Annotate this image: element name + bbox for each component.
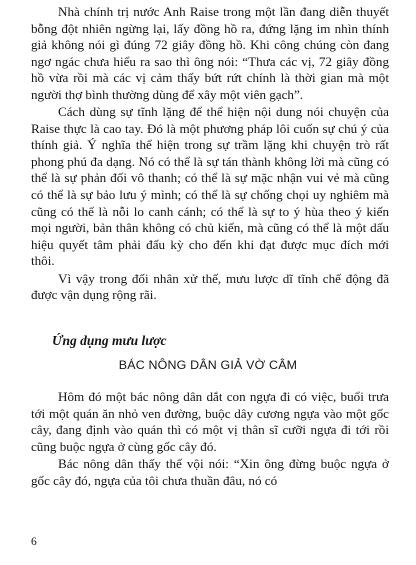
story-paragraph-2: Bác nông dân thấy thế vội nói: “Xin ông đừng buộc ngựa ở gốc cây đó, ngựa của tôi chưa thuần đâu, nó có bbox=[31, 456, 389, 488]
paragraph-2: Cách dùng sự tĩnh lặng để thể hiện nội dung nói chuyện của Raise thực là cao tay. Đó là một phương pháp lôi cuốn sự chú ý của thính giả. Ý nghĩa thể hiện trong sự trầm lặng khi chuyện trò rất phong phú đa dạng. Nó có thể là sự tán thành không lời mà cũng có thể là sự phản đối vô thanh; có thể là sự mặc nhận vui vẻ mà cũng có thể là sự bảo lưu ý mình; có thể là sự chống chọi uy nghiêm mà cũng có thể là nỗi lo canh cánh; có thể là sự to ý hùa theo ý kiến mọi người, bản thân không có chủ kiến, mà cũng có thể là một dấu hiệu quyết tâm phải đấu kỳ cho đến khi đạt được mục đích mới thôi. bbox=[31, 104, 389, 269]
intro-text bbox=[31, 4, 389, 304]
story-title: BÁC NÔNG DÂN GIẢ VỜ CÂM bbox=[118, 358, 298, 372]
section-heading: Ứng dụng mưu lược bbox=[52, 333, 167, 348]
paragraph-3: Vì vậy trong đối nhân xử thế, mưu lược dĩ tĩnh chế động đã được vận dụng rộng rãi. bbox=[31, 270, 389, 303]
story-paragraph-1: Hôm đó một bác nông dân dắt con ngựa đi có việc, buổi trưa tới một quán ăn nhỏ ven đường, buộc dây cương ngựa vào một gốc cây, đang định vào quán thì có một vị thân sĩ cưỡi ngựa đi tới rồi cũng buộc ngựa ở cùng gốc cây đó. bbox=[31, 389, 389, 454]
paragraph-1: Nhà chính trị nước Anh Raise trong một lần đang diễn thuyết bỗng đột nhiên ngừng lại, lấy đồng hồ ra, đứng lặng im nhìn thính giả không nói gì đúng 72 giây đồng hồ. Khi công chúng còn đang ngơ ngác chưa hiểu ra sao thì ông nói: “Thưa các vị, 72 giây đồng hồ vừa rồi mà các vị cảm thấy bứt rứt chính là thời gian mà một người thợ bình thường dùng để xây một viên gạch”. bbox=[31, 4, 389, 102]
story-text bbox=[31, 389, 389, 490]
page-number: 6 bbox=[31, 536, 37, 548]
